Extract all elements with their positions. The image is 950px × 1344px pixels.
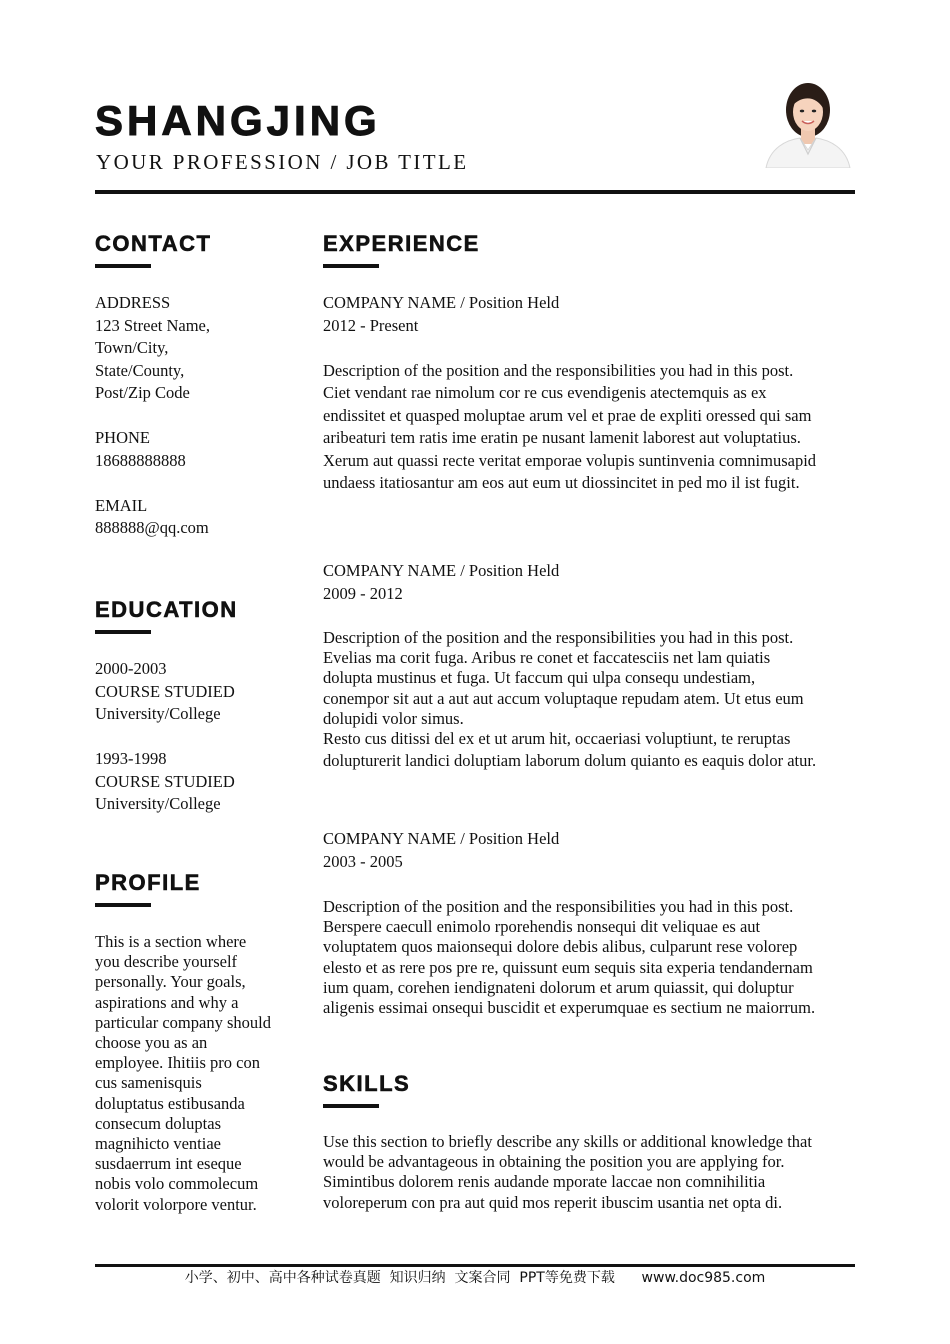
job-description: [323, 628, 816, 771]
profile-line: particular company should: [95, 1012, 271, 1032]
profile-line: employee. Ihitiis pro con: [95, 1053, 260, 1073]
profile-line: choose you as an: [95, 1033, 208, 1053]
skills-text: [323, 1132, 812, 1213]
job-description-line: ium quam, corehen iendignateni dolorum et arum quiassit, qui doluptur: [323, 977, 794, 997]
job-description-line: aribeaturi tem ratis ime eratin pe nusant lamenit laborest aut voluptatius.: [323, 428, 801, 447]
phone-number: 18688888888: [95, 450, 186, 470]
skills-line: Simintibus dolorem renis audande mporate laccae non comnihilitia: [323, 1172, 766, 1192]
profile-heading: PROFILE: [95, 870, 201, 895]
footer-divider: [95, 1264, 855, 1267]
job-entry: [323, 828, 559, 873]
education-underline: [95, 630, 151, 634]
job-description-line: Ciet vendant rae nimolum cor re cus evendigenis atectemquis as ex: [323, 383, 767, 402]
job-description-line: Berspere caecull enimolo rporehendis nonsequi dit veliquae es aut: [323, 917, 761, 937]
education-course: COURSE STUDIED: [95, 681, 235, 701]
profile-line: magnihicto ventiae: [95, 1134, 221, 1154]
address-line: Post/Zip Code: [95, 383, 190, 402]
skills-underline: [323, 1104, 379, 1108]
job-description-line: dolupidi volor simus.: [323, 708, 464, 728]
profile-line: This is a section where: [95, 932, 247, 951]
email-label: EMAIL: [95, 495, 148, 515]
profile-photo: [762, 76, 854, 168]
profile-line: consecum doluptas: [95, 1113, 222, 1133]
skills-line: Use this section to briefly describe any skills or additional knowledge that: [323, 1132, 812, 1151]
job-description-line: Description of the position and the responsibilities you had in this post.: [323, 897, 794, 916]
job-title: YOUR PROFESSION / JOB TITLE: [96, 150, 469, 174]
job-company: COMPANY NAME / Position Held: [323, 829, 560, 848]
address-line: State/County,: [95, 360, 185, 380]
education-school: University/College: [95, 704, 221, 723]
address-label: ADDRESS: [95, 293, 171, 312]
job-description-line: voluptatem quos maionsequi dolore debis alibus, culparunt rese volorep: [323, 937, 798, 957]
profile-line: cus samenisquis: [95, 1073, 202, 1093]
profile-line: doluptatus estibusanda: [95, 1093, 245, 1113]
education-course: COURSE STUDIED: [95, 771, 235, 791]
job-dates: 2003 - 2005: [323, 851, 403, 871]
email-address: 888888@qq.com: [95, 518, 209, 537]
contact-underline: [95, 264, 151, 268]
job-description: [323, 897, 815, 1018]
job-description-line: dolupta mustinus et fuga. Ut faccum qui ulpa consequ undestiam,: [323, 668, 756, 688]
experience-underline: [323, 264, 379, 268]
job-description-line: conempor sit aut a aut aut accum voluptaque repudam atem. Ut etus eum: [323, 688, 804, 708]
job-dates: 2009 - 2012: [323, 583, 403, 603]
education-school: University/College: [95, 794, 221, 813]
profile-underline: [95, 903, 151, 907]
job-description-line: endissitet et quasped moluptae arum vel et prae de expliti oressed qui sam: [323, 405, 812, 425]
job-description-line: Evelias ma corit fuga. Aribus re conet et faccatesciis net lam quiatis: [323, 648, 771, 668]
footer-text: 小学、初中、高中各种试卷真题 知识归纳 文案合同 PPT等免费下载: [184, 1270, 615, 1286]
footer-url[interactable]: www.doc985.com: [641, 1270, 766, 1286]
profile-line: nobis volo commolecum: [95, 1174, 259, 1194]
profile-line: you describe yourself: [95, 952, 238, 972]
contact-block: [95, 292, 210, 540]
job-description-line: elesto et as rere pos pre re, quissunt eum sequis sita experia tendandernam: [323, 957, 813, 977]
candidate-name: SHANGJING: [95, 97, 381, 144]
profile-text: [95, 932, 271, 1215]
job-description-line: dolupturerit landici doluptiam laborum dolum quianto es eaquis dolor atur.: [323, 751, 817, 771]
education-years: 2000-2003: [95, 659, 167, 678]
profile-line: susdaerrum int eseque: [95, 1154, 242, 1174]
address-line: Town/City,: [95, 338, 169, 357]
phone-label: PHONE: [95, 428, 151, 447]
footer: [0, 1268, 950, 1288]
contact-heading: CONTACT: [95, 231, 212, 256]
job-description-line: Xerum aut quassi recte veritat emporae volupis suntinvenia comnimusapid: [323, 450, 817, 470]
job-description-line: aligenis essimai onsequi buscidit et experumquae es sectium ne maiorrum.: [323, 998, 816, 1018]
education-heading: EDUCATION: [95, 597, 238, 622]
job-entry: [323, 560, 559, 605]
skills-line: would be advantageous in obtaining the position you are applying for.: [323, 1152, 785, 1172]
job-dates: 2012 - Present: [323, 315, 419, 335]
skills-line: voloreperum con pra aut quid mos reperit ibuscim usantia net opta di.: [323, 1192, 783, 1212]
job-description-line: Resto cus ditissi del ex et ut arum hit, occaeriasi voluptiunt, te reruptas: [323, 729, 791, 749]
profile-line: aspirations and why a: [95, 992, 239, 1012]
header-divider: [95, 190, 855, 194]
education-years: 1993-1998: [95, 749, 167, 768]
address-line: 123 Street Name,: [95, 315, 211, 335]
job-description-line: undaess itatiosantur am eos aut eum ut diossincitet in ped mo il ist fugit.: [323, 473, 800, 492]
skills-heading: SKILLS: [323, 1071, 411, 1096]
job-company: COMPANY NAME / Position Held: [323, 293, 560, 312]
job-description-line: Description of the position and the responsibilities you had in this post.: [323, 628, 794, 647]
job-entry: [323, 292, 816, 495]
job-description-line: Description of the position and the responsibilities you had in this post.: [323, 360, 794, 380]
experience-heading: EXPERIENCE: [323, 231, 480, 256]
profile-line: personally. Your goals,: [95, 972, 246, 992]
job-company: COMPANY NAME / Position Held: [323, 561, 560, 580]
profile-line: volorit volorpore ventur.: [95, 1194, 257, 1214]
education-block: [95, 658, 235, 816]
